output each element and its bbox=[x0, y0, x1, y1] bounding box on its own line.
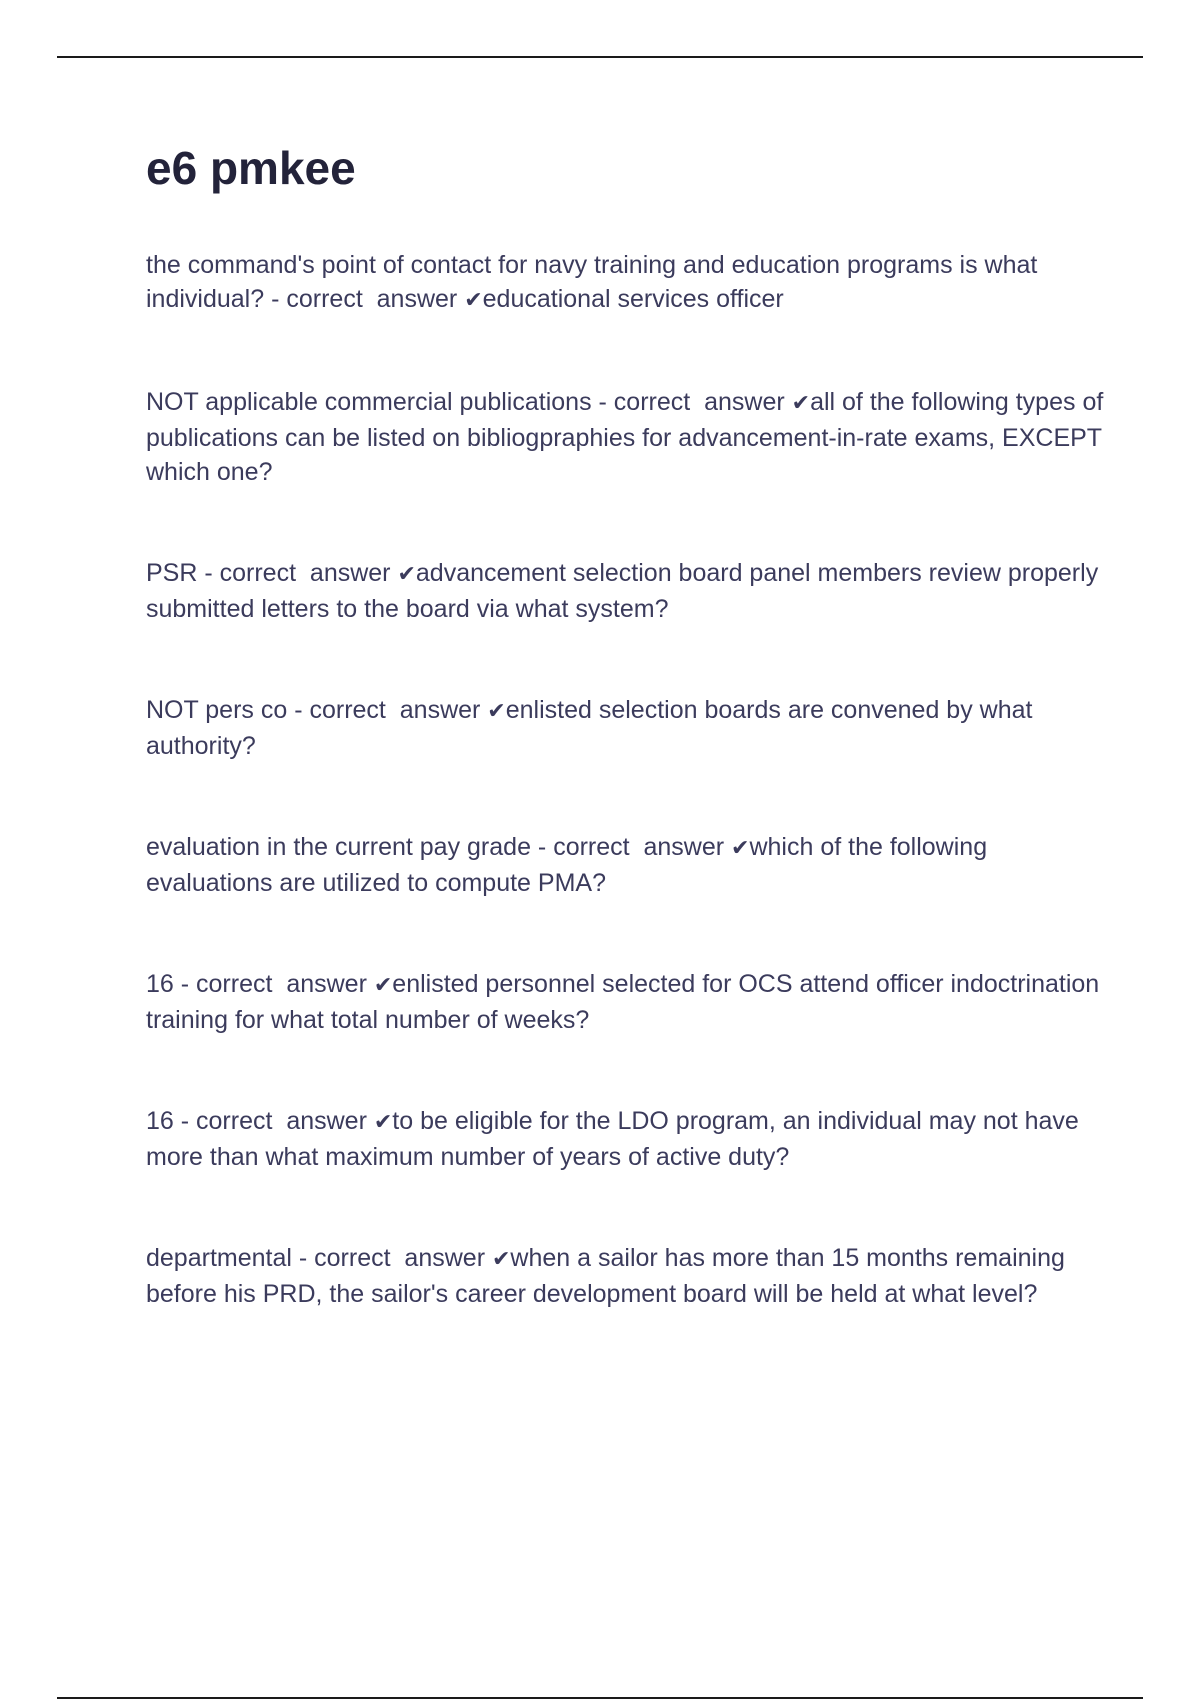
qa-item bbox=[146, 385, 1111, 489]
qa-text: enlisted personnel selected for OCS attend officer indoctrination training for what total number of weeks? bbox=[146, 969, 1107, 1034]
qa-prefix: 16 - correct answer bbox=[146, 969, 374, 998]
qa-prefix: departmental - correct answer bbox=[146, 1243, 492, 1272]
qa-item bbox=[146, 693, 1106, 763]
document-body bbox=[146, 142, 1111, 1378]
qa-item bbox=[146, 248, 1106, 318]
qa-item bbox=[146, 830, 1106, 900]
checkmark-icon: ✔ bbox=[731, 835, 750, 861]
top-rule bbox=[57, 56, 1143, 58]
qa-text: when a sailor has more than 15 months remaining before his PRD, the sailor's career development board will be held at what level? bbox=[146, 1243, 1072, 1308]
qa-text: to be eligible for the LDO program, an individual may not have more than what maximum number of years of active duty? bbox=[146, 1106, 1086, 1171]
qa-text: educational services officer bbox=[482, 284, 784, 313]
qa-prefix: PSR - correct answer bbox=[146, 558, 398, 587]
qa-item bbox=[146, 1104, 1106, 1174]
qa-prefix: 16 - correct answer bbox=[146, 1106, 374, 1135]
qa-item bbox=[146, 967, 1106, 1037]
checkmark-icon: ✔ bbox=[397, 561, 416, 587]
qa-prefix: the command's point of contact for navy training and education programs is what individual? - correct answer bbox=[146, 250, 1045, 313]
qa-item bbox=[146, 1241, 1106, 1311]
checkmark-icon: ✔ bbox=[373, 972, 393, 998]
qa-text: advancement selection board panel members review properly submitted letters to the board via what system? bbox=[146, 558, 1106, 623]
qa-item bbox=[146, 556, 1106, 626]
qa-text: all of the following types of publications can be listed on bibliogpraphies for advancement-in-rate exams, EXCEPT which one? bbox=[146, 387, 1111, 486]
qa-prefix: evaluation in the current pay grade - correct answer bbox=[146, 832, 732, 861]
checkmark-icon: ✔ bbox=[464, 287, 483, 313]
checkmark-icon: ✔ bbox=[491, 1246, 511, 1272]
checkmark-icon: ✔ bbox=[373, 1109, 393, 1135]
checkmark-icon: ✔ bbox=[487, 698, 506, 724]
bottom-rule bbox=[57, 1697, 1143, 1699]
qa-text: enlisted selection boards are convened by what authority? bbox=[146, 695, 1040, 760]
document-title: e6 pmkee bbox=[146, 142, 356, 194]
qa-text: which of the following evaluations are utilized to compute PMA? bbox=[146, 832, 995, 897]
checkmark-icon: ✔ bbox=[791, 390, 811, 416]
qa-prefix: NOT pers co - correct answer bbox=[146, 695, 488, 724]
qa-prefix: NOT applicable commercial publications - correct answer bbox=[146, 387, 792, 416]
